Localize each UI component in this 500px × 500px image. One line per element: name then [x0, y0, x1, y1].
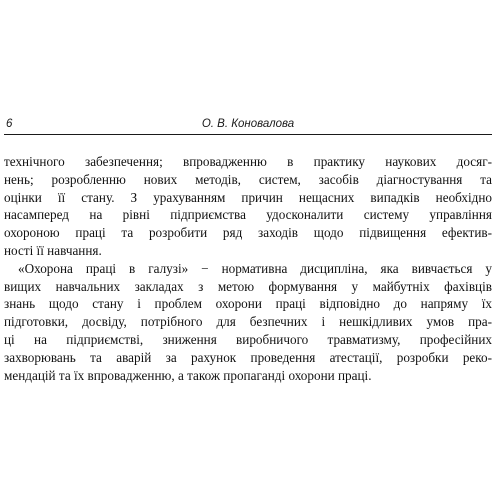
text-line: вищих навчальних закладах з метою формування у майбутніх фахівців [4, 278, 492, 294]
running-head [4, 116, 492, 135]
text-line: «Охорона праці в галузі» − нормативна дисципліна, яка вивчається у [18, 260, 492, 276]
text-line: нень; розробленню нових методів, систем, засобів діагностування та [4, 171, 492, 187]
text-line: мендацій та їх впровадженню, а також пропаганді охорони праці. [4, 367, 372, 383]
paragraph [4, 153, 492, 260]
text-line: підготовки, досвіду, потрібного для безпечних і нешкідливих умов пра- [4, 314, 492, 330]
text-line: знань щодо стану і проблем охорони праці відповідно до напряму їх [4, 296, 492, 312]
body-text [4, 153, 492, 384]
text-line: ці на підприємстві, зниження виробничого травматизму, професійних [4, 331, 492, 347]
text-line: технічного забезпечення; впровадженню в практику наукових досяг- [4, 154, 492, 169]
running-head-author: О. В. Коновалова [201, 118, 295, 130]
page-number: 6 [6, 118, 13, 130]
text-line: насамперед на рівні підприємства удосконалити систему управління [4, 207, 492, 223]
paragraph [4, 260, 492, 385]
text-line: ності її навчання. [4, 242, 102, 258]
text-line: оцінки її стану. З урахуванням причин нещасних випадків необхідно [4, 189, 492, 205]
text-line: охороною праці та розробити ряд заходів щодо підвищення ефектив- [4, 225, 492, 241]
text-line: захворювань та аварій за рахунок проведення атестації, розробки реко- [4, 349, 492, 365]
